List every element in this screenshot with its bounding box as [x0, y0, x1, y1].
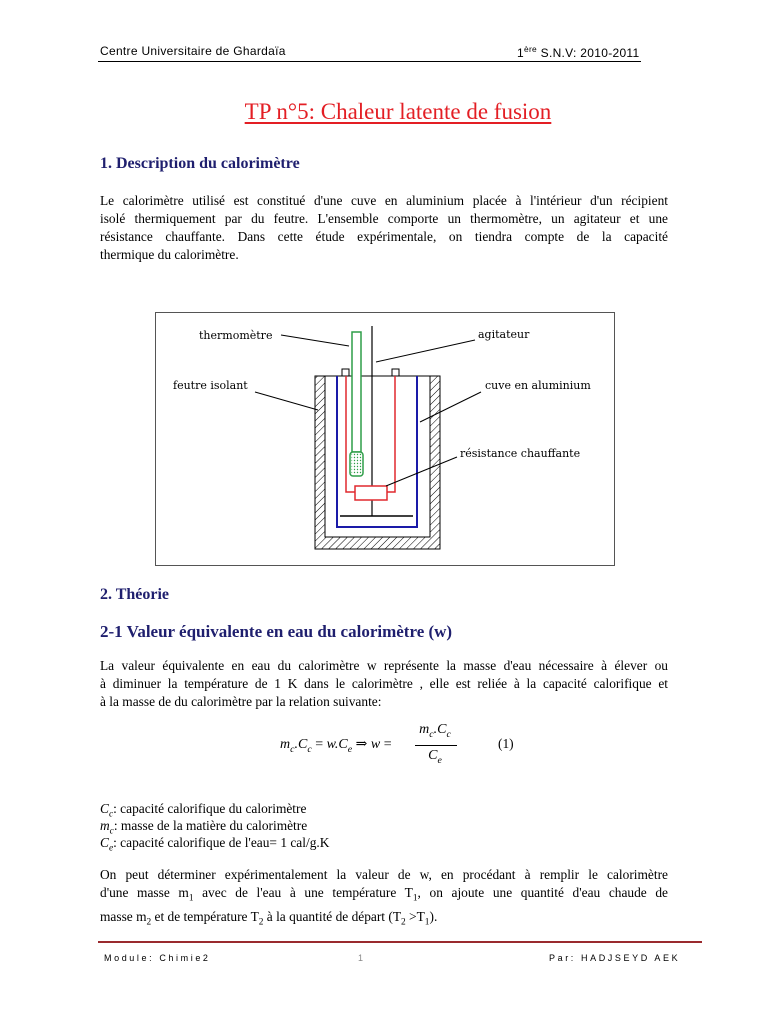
section21-line: à la masse de du calorimètre par la relation suivante:: [100, 694, 382, 709]
heating-resistance: [355, 486, 387, 500]
section21-heading: 2-1 Valeur équivalente en eau du calorimètre (w): [100, 622, 453, 641]
closing-line-1: On peut déterminer expérimentalement la valeur de w, en procédant à remplir le calorimètre: [100, 867, 668, 882]
section21-line: La valeur équivalente en eau du calorimètre w représente la masse d'eau nécessaire à élever ou: [100, 658, 668, 673]
fraction-bar: [415, 745, 457, 746]
closing-paragraph: [100, 866, 668, 931]
calorimeter-diagram: [155, 312, 615, 566]
definition-cc: $C_c$: capacité calorifique du calorimètre: [100, 801, 307, 820]
footer-author: Par: HADJSEYD AEK: [549, 953, 681, 963]
section1-line: résistance chauffante. Dans cette étude expérimentale, on tiendra compte de la capacité: [100, 229, 668, 244]
felt-insulation: [315, 376, 440, 549]
label-agitateur: agitateur: [478, 328, 530, 341]
header-rule: [98, 61, 641, 62]
thermometer-liquid: [352, 454, 362, 475]
definition-ce: $C_e$: capacité calorifique de l'eau= 1 cal/g.K: [100, 835, 330, 854]
header-level-num: 1: [517, 46, 524, 60]
equation-1: [270, 722, 540, 770]
closing-line-2: d'une masse $m_1$ avec de l'eau à une température $T_1$, on ajoute une quantité d'eau chaude de: [100, 885, 669, 904]
section21-paragraph: [100, 657, 668, 711]
label-thermometre: thermomètre: [199, 329, 273, 342]
section1-heading: 1. Description du calorimètre: [100, 155, 300, 172]
footer-module: Module: Chimie2: [104, 953, 211, 963]
equation-denominator: $C_e$: [428, 748, 442, 766]
lid-knob-right: [392, 369, 399, 376]
section1-line: thermique du calorimètre.: [100, 247, 239, 262]
pointer-agitateur: [376, 340, 475, 362]
section2-heading: 2. Théorie: [100, 586, 170, 603]
thermometer: [352, 332, 361, 452]
label-cuve: cuve en aluminium: [485, 379, 591, 392]
section1-line: Le calorimètre utilisé est constitué d'une cuve en aluminium placée à l'intérieur d'un récipient: [100, 193, 668, 208]
equation-numerator: $m_c.C_c$: [419, 722, 451, 740]
header-level: [517, 44, 640, 60]
pointer-thermometre: [281, 335, 349, 346]
footer-rule: [98, 941, 702, 943]
label-feutre: feutre isolant: [173, 379, 248, 392]
section1-paragraph: [100, 192, 668, 264]
header-level-rest: S.N.V: 2010-2011: [537, 46, 640, 60]
lid-knob-left: [342, 369, 349, 376]
equation-lhs: $m_c.C_c = w.C_e$ ⇒ w =: [280, 737, 392, 755]
definition-mc: $m_c$: masse de la matière du calorimètre: [100, 818, 308, 837]
label-resistance: résistance chauffante: [460, 447, 581, 460]
resistance-wire-right: [387, 376, 395, 492]
section21-line: à diminuer la température de 1 K dans le calorimètre , elle est reliée à la capacité calorifique et: [100, 676, 668, 691]
pointer-resistance: [386, 457, 457, 486]
page-title: TP n°5: Chaleur latente de fusion: [244, 99, 552, 124]
footer-page-number: 1: [358, 953, 366, 963]
section1-line: isolé thermiquement par du feutre. L'ensemble comporte un thermomètre, un agitateur et une: [100, 211, 668, 226]
header-level-sup: ère: [523, 44, 537, 54]
header-institution: Centre Universitaire de Ghardaïa: [100, 44, 286, 58]
aluminium-cup: [337, 376, 417, 527]
pointer-feutre: [255, 392, 318, 410]
equation-number: (1): [498, 736, 514, 751]
pointer-cuve: [420, 392, 481, 422]
closing-line-3: masse $m_2$ et de température $T_2$ à la quantité de départ $(T_2 >T_1)$.: [100, 908, 438, 928]
